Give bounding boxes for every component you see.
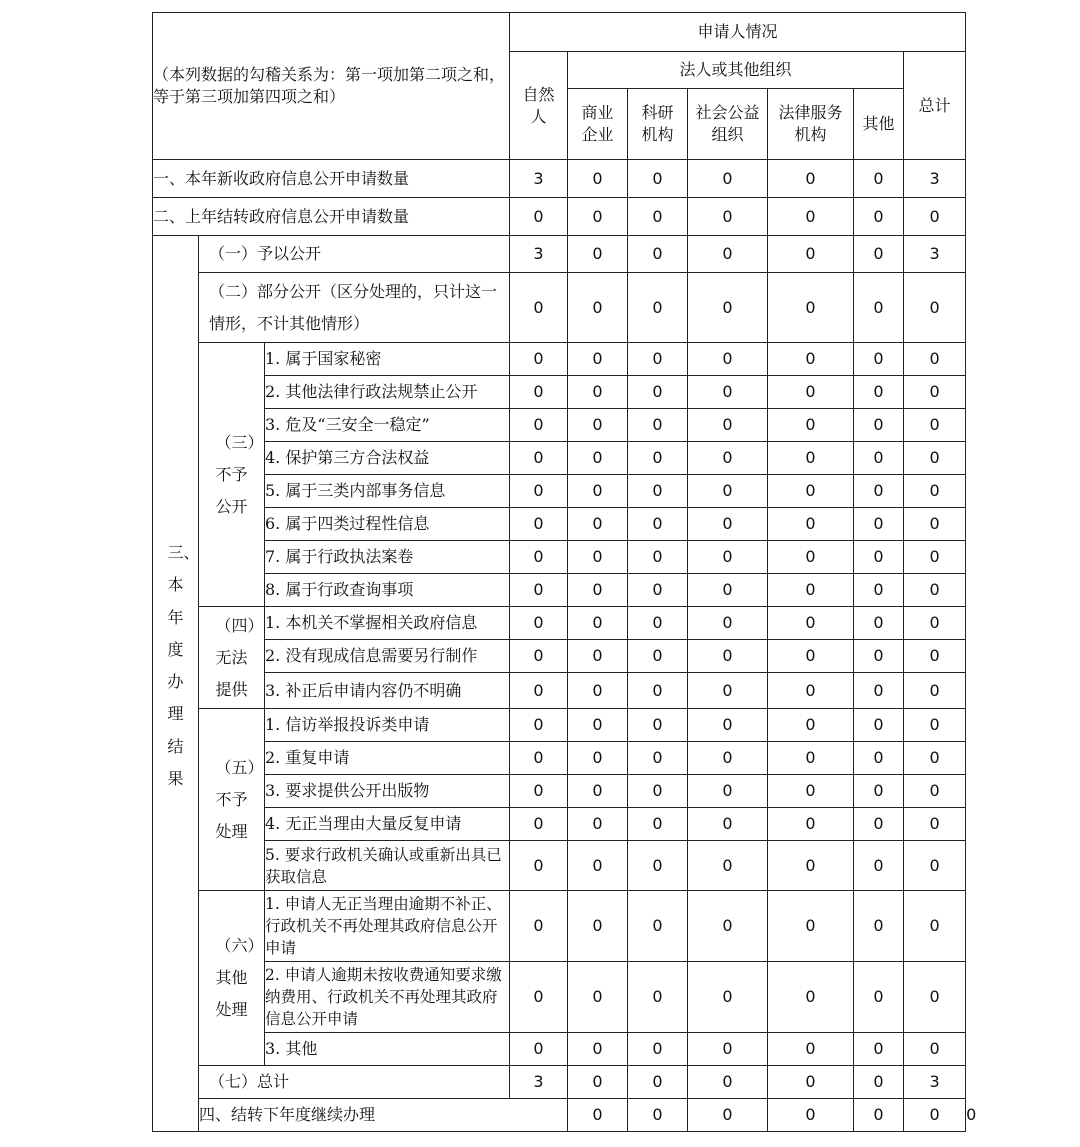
cell-value: 0 bbox=[688, 1066, 768, 1099]
cell-value: 0 bbox=[904, 409, 966, 442]
cell-value: 0 bbox=[688, 160, 768, 198]
cell-value: 0 bbox=[854, 198, 904, 236]
cell-value: 0 bbox=[854, 160, 904, 198]
row-label: 2. 重复申请 bbox=[265, 742, 510, 775]
row-label: （七）总计 bbox=[199, 1066, 510, 1099]
cell-value: 0 bbox=[688, 508, 768, 541]
cell-value: 0 bbox=[628, 640, 688, 673]
cell-value: 0 bbox=[568, 273, 628, 343]
group-4-label: （四）无法提供 bbox=[215, 615, 264, 699]
header-research-label: 科研机构 bbox=[641, 103, 674, 144]
cell-value: 0 bbox=[688, 442, 768, 475]
cell-value: 0 bbox=[628, 1099, 688, 1132]
cell-value: 0 bbox=[510, 1033, 568, 1066]
header-applicant: 申请人情况 bbox=[510, 13, 966, 52]
header-natural-person bbox=[510, 52, 568, 160]
cell-value: 0 bbox=[688, 709, 768, 742]
header-row-1 bbox=[153, 13, 966, 52]
table-row bbox=[153, 541, 966, 574]
cell-value: 0 bbox=[904, 607, 966, 640]
cell-value: 0 bbox=[568, 442, 628, 475]
cell-value: 0 bbox=[568, 376, 628, 409]
table-row bbox=[153, 962, 966, 1033]
cell-value: 0 bbox=[628, 709, 688, 742]
row-label: 1. 属于国家秘密 bbox=[265, 343, 510, 376]
cell-value: 0 bbox=[688, 640, 768, 673]
cell-value: 0 bbox=[854, 541, 904, 574]
cell-value: 0 bbox=[854, 607, 904, 640]
table-row bbox=[153, 376, 966, 409]
cell-value: 0 bbox=[854, 508, 904, 541]
cell-value: 0 bbox=[904, 376, 966, 409]
table-row bbox=[153, 236, 966, 273]
cell-value: 0 bbox=[854, 709, 904, 742]
cell-value: 0 bbox=[568, 607, 628, 640]
table-row bbox=[153, 841, 966, 891]
cell-value: 0 bbox=[688, 808, 768, 841]
row-label: 1. 申请人无正当理由逾期不补正、行政机关不再处理其政府信息公开申请 bbox=[265, 891, 510, 962]
cell-value: 0 bbox=[568, 160, 628, 198]
cell-value: 0 bbox=[628, 198, 688, 236]
cell-value: 0 bbox=[854, 742, 904, 775]
table-row bbox=[153, 673, 966, 709]
cell-value: 0 bbox=[854, 343, 904, 376]
row-label: 5. 属于三类内部事务信息 bbox=[265, 475, 510, 508]
cell-value: 0 bbox=[628, 891, 688, 962]
row-label: 2. 其他法律行政法规禁止公开 bbox=[265, 376, 510, 409]
cell-value: 0 bbox=[568, 541, 628, 574]
cell-value: 0 bbox=[768, 198, 854, 236]
table-row bbox=[153, 409, 966, 442]
table-row bbox=[153, 160, 966, 198]
row-label: 4. 保护第三方合法权益 bbox=[265, 442, 510, 475]
cell-value: 0 bbox=[568, 891, 628, 962]
cell-value: 0 bbox=[510, 376, 568, 409]
cell-value: 0 bbox=[568, 775, 628, 808]
header-commercial-label: 商业企业 bbox=[581, 103, 614, 144]
cell-value: 0 bbox=[854, 962, 904, 1033]
cell-value: 0 bbox=[510, 742, 568, 775]
cell-value: 0 bbox=[904, 673, 966, 709]
cell-value: 0 bbox=[768, 607, 854, 640]
table-row bbox=[153, 640, 966, 673]
cell-value: 0 bbox=[768, 343, 854, 376]
header-note: （本列数据的勾稽关系为：第一项加第二项之和，等于第三项加第四项之和） bbox=[153, 13, 510, 160]
cell-value: 0 bbox=[854, 1033, 904, 1066]
section-3-label-cell bbox=[153, 236, 199, 1132]
cell-value: 0 bbox=[568, 640, 628, 673]
cell-value: 0 bbox=[628, 808, 688, 841]
group-5-label-cell bbox=[199, 709, 265, 891]
cell-value: 0 bbox=[904, 808, 966, 841]
table-row bbox=[153, 607, 966, 640]
cell-value: 0 bbox=[628, 442, 688, 475]
cell-value: 3 bbox=[904, 1066, 966, 1099]
cell-value: 0 bbox=[854, 841, 904, 891]
cell-value: 0 bbox=[688, 962, 768, 1033]
cell-value: 0 bbox=[688, 891, 768, 962]
row-label: 3. 其他 bbox=[265, 1033, 510, 1066]
cell-value: 0 bbox=[510, 508, 568, 541]
cell-value: 0 bbox=[768, 1033, 854, 1066]
table-row bbox=[153, 574, 966, 607]
cell-value: 0 bbox=[768, 475, 854, 508]
cell-value: 0 bbox=[628, 742, 688, 775]
row-label: 8. 属于行政查询事项 bbox=[265, 574, 510, 607]
table-row bbox=[153, 198, 966, 236]
cell-value: 0 bbox=[854, 1099, 904, 1132]
cell-value: 0 bbox=[628, 475, 688, 508]
header-total: 总计 bbox=[904, 52, 966, 160]
cell-value: 0 bbox=[768, 236, 854, 273]
cell-value: 0 bbox=[688, 574, 768, 607]
cell-value: 3 bbox=[510, 236, 568, 273]
table-row bbox=[153, 891, 966, 962]
cell-value: 0 bbox=[628, 775, 688, 808]
cell-value: 0 bbox=[510, 841, 568, 891]
cell-value: 0 bbox=[628, 962, 688, 1033]
cell-value: 0 bbox=[768, 273, 854, 343]
cell-value: 0 bbox=[628, 1033, 688, 1066]
cell-value: 0 bbox=[688, 541, 768, 574]
cell-value: 0 bbox=[568, 841, 628, 891]
cell-value: 0 bbox=[688, 198, 768, 236]
cell-value: 0 bbox=[510, 607, 568, 640]
cell-value: 0 bbox=[768, 160, 854, 198]
row-label: 3. 危及“三安全一稳定” bbox=[265, 409, 510, 442]
cell-value: 0 bbox=[628, 160, 688, 198]
cell-value: 0 bbox=[568, 742, 628, 775]
cell-value: 0 bbox=[904, 775, 966, 808]
cell-value: 0 bbox=[854, 775, 904, 808]
cell-value: 0 bbox=[568, 808, 628, 841]
cell-value: 0 bbox=[768, 409, 854, 442]
cell-value: 0 bbox=[688, 409, 768, 442]
cell-value: 0 bbox=[854, 808, 904, 841]
group-3-label: （三）不予公开 bbox=[215, 432, 264, 516]
cell-value: 0 bbox=[628, 343, 688, 376]
header-legal-service bbox=[768, 89, 854, 160]
cell-value: 0 bbox=[904, 198, 966, 236]
cell-value: 0 bbox=[568, 673, 628, 709]
table-row bbox=[153, 709, 966, 742]
row-label: 1. 本机关不掌握相关政府信息 bbox=[265, 607, 510, 640]
cell-value: 0 bbox=[568, 508, 628, 541]
cell-value: 0 bbox=[904, 962, 966, 1033]
cell-value: 0 bbox=[688, 1099, 768, 1132]
section-3-label: 三、本年度办理结果 bbox=[167, 543, 200, 789]
row-label: 一、本年新收政府信息公开申请数量 bbox=[153, 160, 510, 198]
cell-value: 0 bbox=[768, 1099, 854, 1132]
cell-value: 0 bbox=[628, 673, 688, 709]
header-commercial bbox=[568, 89, 628, 160]
table-row bbox=[153, 1033, 966, 1066]
cell-value: 0 bbox=[768, 508, 854, 541]
cell-value: 0 bbox=[510, 775, 568, 808]
cell-value: 0 bbox=[768, 1066, 854, 1099]
cell-value: 0 bbox=[768, 376, 854, 409]
cell-value: 0 bbox=[510, 808, 568, 841]
cell-value: 0 bbox=[628, 607, 688, 640]
table-row: 四、结转下年度继续办理 0 0 0 0 0 0 0 bbox=[153, 1099, 966, 1132]
cell-value: 0 bbox=[854, 442, 904, 475]
cell-value: 0 bbox=[768, 962, 854, 1033]
table-row bbox=[153, 273, 966, 343]
cell-value: 3 bbox=[510, 1066, 568, 1099]
cell-value: 0 bbox=[688, 607, 768, 640]
cell-value: 0 bbox=[628, 376, 688, 409]
header-public-welfare-label: 社会公益组织 bbox=[695, 103, 760, 144]
table-row bbox=[153, 475, 966, 508]
cell-value: 0 bbox=[628, 841, 688, 891]
cell-value: 0 bbox=[510, 891, 568, 962]
cell-value: 0 bbox=[854, 891, 904, 962]
row-label: （一）予以公开 bbox=[199, 236, 510, 273]
group-4-label-cell bbox=[199, 607, 265, 709]
cell-value: 0 bbox=[568, 574, 628, 607]
application-statistics-table bbox=[152, 12, 977, 1132]
cell-value: 0 bbox=[510, 574, 568, 607]
cell-value: 0 bbox=[854, 673, 904, 709]
cell-value: 0 bbox=[688, 841, 768, 891]
group-6-label: （六）其他处理 bbox=[215, 936, 264, 1019]
cell-value: 0 bbox=[904, 541, 966, 574]
cell-value: 0 bbox=[904, 742, 966, 775]
cell-value: 0 bbox=[688, 236, 768, 273]
row-label: （二）部分公开（区分处理的，只计这一情形，不计其他情形） bbox=[199, 273, 510, 343]
cell-value: 0 bbox=[854, 640, 904, 673]
cell-value: 0 bbox=[628, 541, 688, 574]
cell-value: 0 bbox=[854, 1066, 904, 1099]
cell-value: 0 bbox=[628, 273, 688, 343]
cell-value: 0 bbox=[768, 541, 854, 574]
cell-value: 0 bbox=[568, 962, 628, 1033]
cell-value: 0 bbox=[768, 742, 854, 775]
cell-value: 0 bbox=[510, 673, 568, 709]
cell-value: 0 bbox=[768, 442, 854, 475]
table-row bbox=[153, 442, 966, 475]
row-label: 3. 补正后申请内容仍不明确 bbox=[265, 673, 510, 709]
cell-value: 0 bbox=[768, 808, 854, 841]
cell-value: 0 bbox=[904, 841, 966, 891]
group-6-label-cell bbox=[199, 891, 265, 1066]
cell-value: 0 bbox=[628, 508, 688, 541]
cell-value: 0 bbox=[904, 475, 966, 508]
cell-value: 0 bbox=[568, 409, 628, 442]
cell-value: 0 bbox=[510, 962, 568, 1033]
cell-value: 0 bbox=[768, 640, 854, 673]
cell-value: 0 bbox=[568, 343, 628, 376]
cell-value: 0 bbox=[854, 273, 904, 343]
row-label: 3. 要求提供公开出版物 bbox=[265, 775, 510, 808]
row-label: 4. 无正当理由大量反复申请 bbox=[265, 808, 510, 841]
cell-value: 0 bbox=[568, 198, 628, 236]
cell-value: 0 bbox=[510, 541, 568, 574]
cell-value: 0 bbox=[904, 640, 966, 673]
cell-value: 0 bbox=[768, 775, 854, 808]
cell-value: 0 bbox=[768, 574, 854, 607]
cell-value: 0 bbox=[904, 1033, 966, 1066]
header-other: 其他 bbox=[854, 89, 904, 160]
cell-value: 0 bbox=[628, 1066, 688, 1099]
cell-value: 0 bbox=[510, 343, 568, 376]
cell-value: 0 bbox=[568, 709, 628, 742]
row-label: 6. 属于四类过程性信息 bbox=[265, 508, 510, 541]
table-row bbox=[153, 508, 966, 541]
cell-value: 0 bbox=[854, 574, 904, 607]
table-row bbox=[153, 1066, 966, 1099]
group-3-label-cell bbox=[199, 343, 265, 607]
row-label: 5. 要求行政机关确认或重新出具已获取信息 bbox=[265, 841, 510, 891]
cell-value: 0 bbox=[854, 376, 904, 409]
row-label: 2. 申请人逾期未按收费通知要求缴纳费用、行政机关不再处理其政府信息公开申请 bbox=[265, 962, 510, 1033]
cell-value: 0 bbox=[628, 574, 688, 607]
row-label: 2. 没有现成信息需要另行制作 bbox=[265, 640, 510, 673]
cell-value: 0 bbox=[628, 409, 688, 442]
cell-value: 0 bbox=[568, 1099, 628, 1132]
table-row bbox=[153, 742, 966, 775]
cell-value: 0 bbox=[768, 841, 854, 891]
header-public-welfare bbox=[688, 89, 768, 160]
cell-value: 0 bbox=[904, 891, 966, 962]
cell-value: 0 bbox=[688, 775, 768, 808]
cell-value: 0 bbox=[568, 1066, 628, 1099]
cell-value: 0 bbox=[510, 198, 568, 236]
cell-value: 0 bbox=[510, 475, 568, 508]
cell-value: 0 bbox=[568, 475, 628, 508]
cell-value: 0 bbox=[510, 442, 568, 475]
row-label: 二、上年结转政府信息公开申请数量 bbox=[153, 198, 510, 236]
cell-value: 0 bbox=[510, 409, 568, 442]
cell-value: 0 bbox=[854, 475, 904, 508]
cell-value: 0 bbox=[688, 742, 768, 775]
cell-value: 0 bbox=[688, 273, 768, 343]
table-row bbox=[153, 808, 966, 841]
cell-value: 0 bbox=[688, 343, 768, 376]
cell-value: 0 bbox=[904, 442, 966, 475]
cell-value: 0 bbox=[904, 508, 966, 541]
cell-value: 0 bbox=[854, 236, 904, 273]
row-label: 四、结转下年度继续办理 bbox=[199, 1099, 568, 1132]
cell-value: 0 bbox=[568, 236, 628, 273]
cell-value: 0 bbox=[510, 273, 568, 343]
cell-value: 3 bbox=[904, 236, 966, 273]
row-label: 1. 信访举报投诉类申请 bbox=[265, 709, 510, 742]
cell-value: 3 bbox=[904, 160, 966, 198]
cell-value: 0 bbox=[768, 673, 854, 709]
cell-value: 0 bbox=[688, 376, 768, 409]
table-row bbox=[153, 343, 966, 376]
cell-value: 0 bbox=[688, 673, 768, 709]
header-natural-person-label: 自然人 bbox=[522, 84, 555, 126]
group-5-label: （五）不予处理 bbox=[215, 757, 264, 841]
cell-value: 0 bbox=[768, 891, 854, 962]
cell-value: 0 bbox=[768, 709, 854, 742]
cell-value: 0 bbox=[904, 574, 966, 607]
cell-value: 0 bbox=[904, 709, 966, 742]
row-label: 7. 属于行政执法案卷 bbox=[265, 541, 510, 574]
cell-value: 0 bbox=[904, 1099, 966, 1132]
cell-value: 3 bbox=[510, 160, 568, 198]
cell-value: 0 bbox=[510, 709, 568, 742]
cell-value: 0 bbox=[904, 343, 966, 376]
cell-value: 0 bbox=[568, 1033, 628, 1066]
cell-value: 0 bbox=[854, 409, 904, 442]
table-row bbox=[153, 775, 966, 808]
header-legal-service-label: 法律服务机构 bbox=[778, 103, 843, 144]
header-legal-group: 法人或其他组织 bbox=[568, 52, 904, 89]
header-research bbox=[628, 89, 688, 160]
cell-value: 0 bbox=[904, 273, 966, 343]
cell-value: 0 bbox=[688, 1033, 768, 1066]
cell-value: 0 bbox=[628, 236, 688, 273]
cell-value: 0 bbox=[688, 475, 768, 508]
cell-value: 0 bbox=[510, 640, 568, 673]
